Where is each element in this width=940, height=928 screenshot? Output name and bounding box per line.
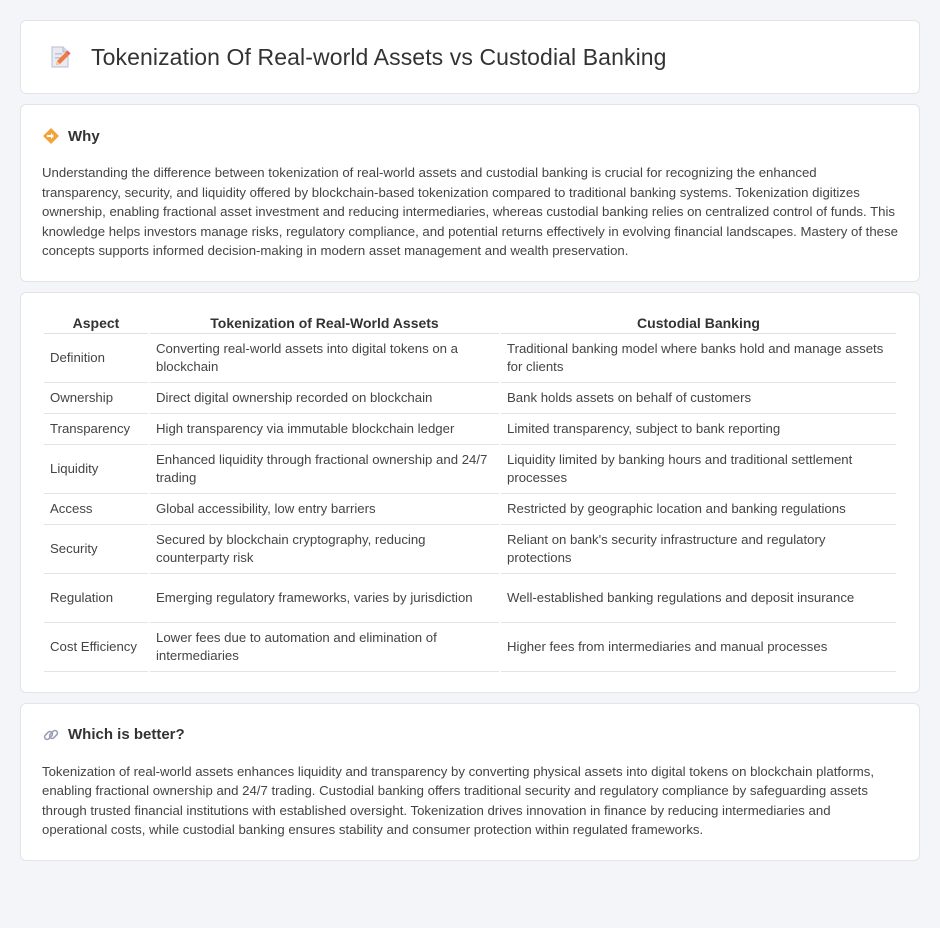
table-row [44,445,896,494]
comparison-section [20,292,920,693]
row-aspect: Definition [44,334,148,383]
row-tokenization: Converting real-world assets into digital tokens on a blockchain [150,334,499,383]
link-icon [42,726,60,744]
row-custodial: Restricted by geographic location and banking regulations [501,494,896,525]
row-aspect: Access [44,494,148,525]
why-text: Understanding the difference between tokenization of real-world assets and custodial banking is crucial for recognizing the enhanced transparency, security, and liquidity offered by blockchain-based tokenization compared to traditional banking systems. Tokenization digitizes ownership, enabling fractional asset investment and reducing intermediaries, whereas custodial banking relies on centralized control of funds. This knowledge helps investors manage risks, regulatory compliance, and potential returns effectively in evolving financial landscapes. Mastery of these concepts supports informed decision-making in modern asset management and wealth preservation. [42,165,898,258]
comparison-table [42,311,898,672]
table-header-row [44,311,896,334]
row-aspect: Regulation [44,574,148,623]
row-tokenization: Enhanced liquidity through fractional ownership and 24/7 trading [150,445,499,494]
header-aspect: Aspect [44,311,148,334]
table-row [44,494,896,525]
row-tokenization: Emerging regulatory frameworks, varies by jurisdiction [150,574,499,623]
why-heading [42,127,898,145]
row-tokenization: High transparency via immutable blockchain ledger [150,414,499,445]
table-row [44,414,896,445]
row-custodial: Limited transparency, subject to bank reporting [501,414,896,445]
document-pencil-icon [47,44,73,70]
which-is-better-section [20,703,920,861]
better-text: Tokenization of real-world assets enhances liquidity and transparency by converting physical assets into digital tokens on blockchain platforms, enabling fractional ownership and 24/7 trading. Custodial banking offers traditional security and regulatory compliance by safeguarding assets through trusted financial institutions with established oversight. Tokenization drives innovation in finance by reducing intermediaries and operational costs, while custodial banking ensures stability and consumer protection within regulated frameworks. [42,763,874,837]
row-aspect: Security [44,525,148,574]
header-custodial: Custodial Banking [501,311,896,334]
row-aspect: Liquidity [44,445,148,494]
row-custodial: Well-established banking regulations and deposit insurance [501,574,896,623]
table-row [44,383,896,414]
row-custodial: Reliant on bank's security infrastructure and regulatory protections [501,525,896,574]
header-tokenization: Tokenization of Real-World Assets [150,311,499,334]
better-title: Which is better? [68,726,185,743]
row-tokenization: Lower fees due to automation and elimination of intermediaries [150,623,499,672]
table-row [44,525,896,574]
row-custodial: Bank holds assets on behalf of customers [501,383,896,414]
table-row [44,574,896,623]
row-aspect: Transparency [44,414,148,445]
diamond-arrow-icon [42,127,60,145]
page-title: Tokenization Of Real-world Assets vs Custodial Banking [91,43,667,70]
row-custodial: Liquidity limited by banking hours and traditional settlement processes [501,445,896,494]
row-tokenization: Global accessibility, low entry barriers [150,494,499,525]
row-custodial: Traditional banking model where banks hold and manage assets for clients [501,334,896,383]
table-row [44,623,896,672]
row-aspect: Ownership [44,383,148,414]
better-heading [42,726,898,744]
page-header [20,20,920,94]
row-tokenization: Secured by blockchain cryptography, reducing counterparty risk [150,525,499,574]
row-aspect: Cost Efficiency [44,623,148,672]
table-row [44,334,896,383]
row-custodial: Higher fees from intermediaries and manual processes [501,623,896,672]
row-tokenization: Direct digital ownership recorded on blockchain [150,383,499,414]
why-section [20,104,920,282]
why-title: Why [68,127,100,145]
